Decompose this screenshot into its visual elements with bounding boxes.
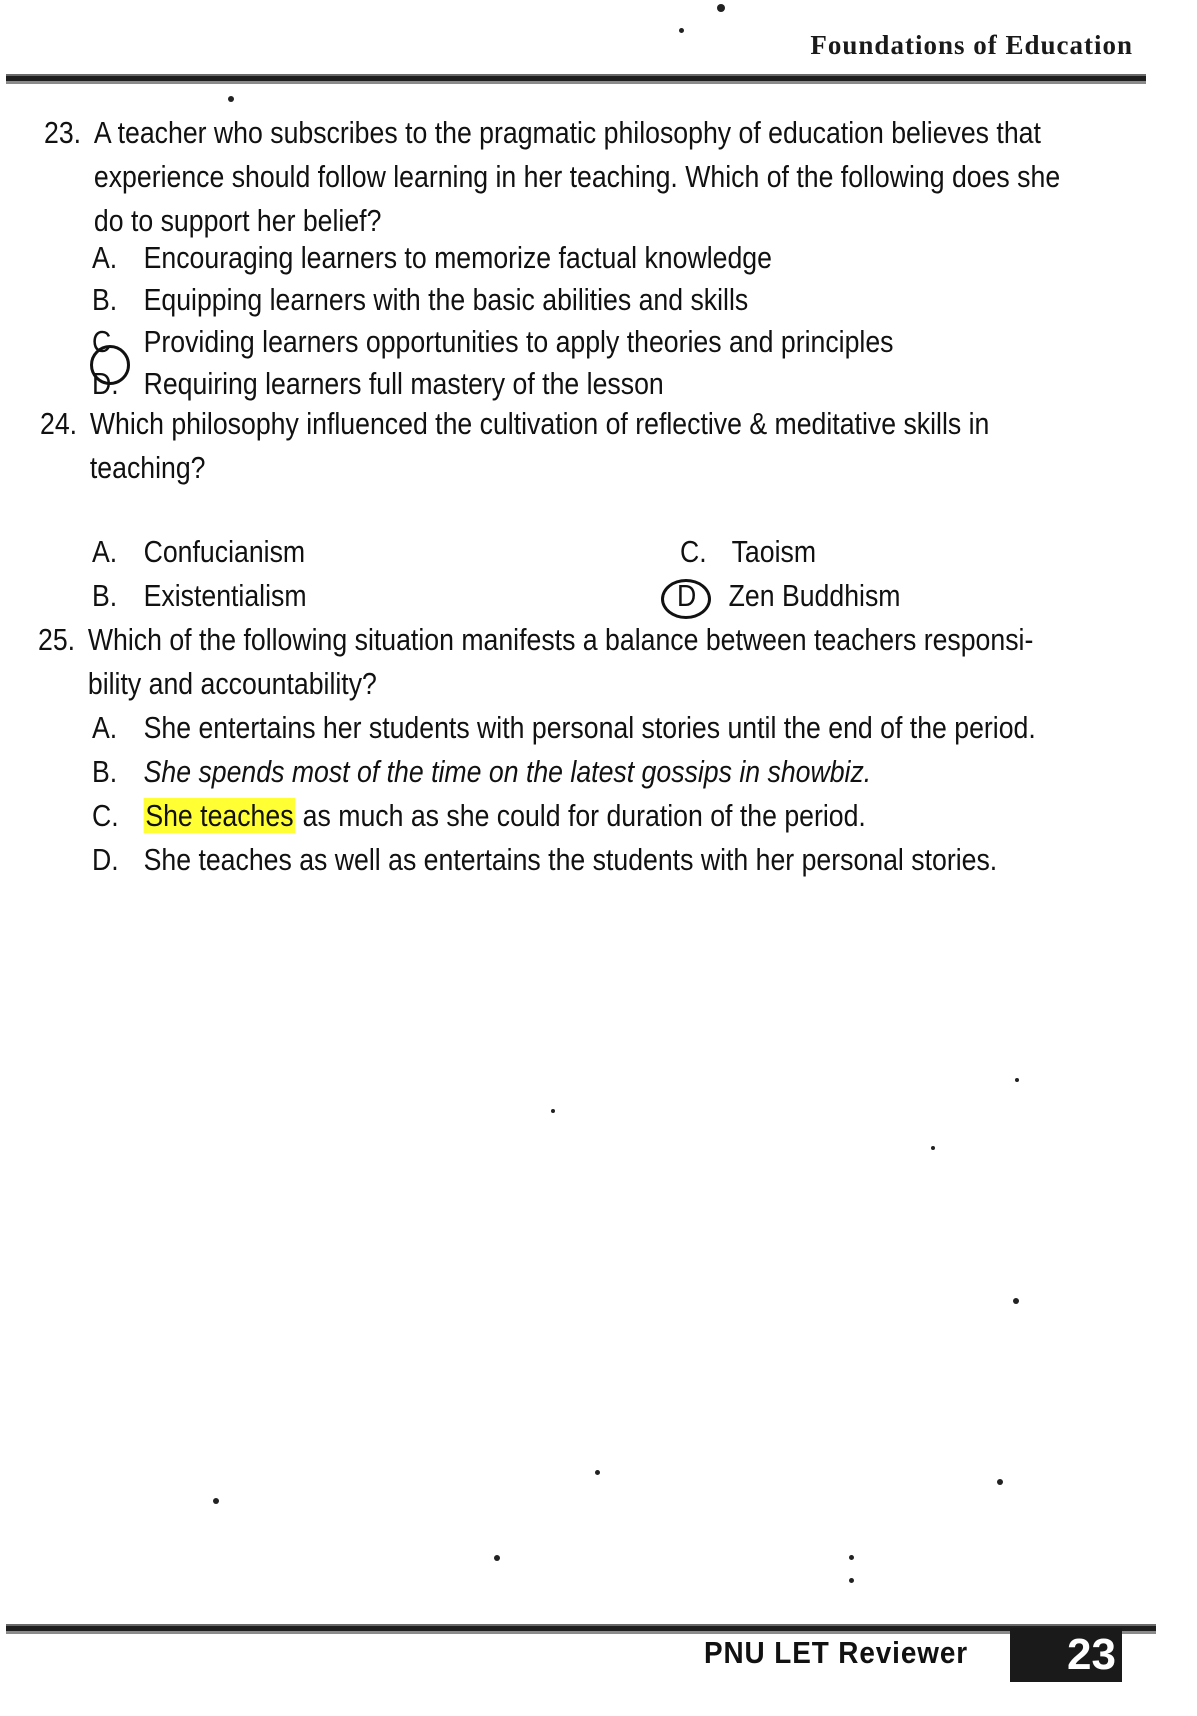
- page-number: 23: [1067, 1630, 1116, 1679]
- option-25-d: [92, 838, 997, 882]
- scan-speck: [595, 1470, 600, 1475]
- option-text: Requiring learners full mastery of the lesson: [143, 366, 664, 401]
- footer-rule: [6, 1626, 1156, 1631]
- question-stem: [90, 402, 989, 490]
- option-letter: D.: [92, 366, 119, 401]
- option-text: Equipping learners with the basic abilities and skills: [143, 282, 749, 317]
- option-letter: C: [92, 324, 112, 359]
- question-number: 23.: [44, 115, 82, 150]
- option-letter: A.: [92, 710, 118, 745]
- option-text: She spends most of the time on the latest gossips in showbiz.: [143, 754, 872, 789]
- option-23-b: [92, 278, 748, 322]
- question-stem: [94, 111, 1060, 243]
- scan-speck: [931, 1146, 935, 1150]
- stem-line: do to support her belief?: [93, 203, 382, 238]
- option-text: She entertains her students with personal stories until the end of the period.: [143, 710, 1036, 745]
- option-letter: D: [677, 578, 697, 613]
- option-letter: C.: [92, 798, 119, 833]
- option-text: Encouraging learners to memorize factual knowledge: [143, 240, 772, 275]
- option-text: Confucianism: [143, 534, 306, 569]
- question-number: 24.: [40, 406, 78, 441]
- option-text: Taoism: [731, 534, 817, 569]
- scan-speck: [551, 1109, 555, 1113]
- question-number: 25.: [38, 622, 76, 657]
- option-letter: A.: [92, 534, 118, 569]
- option-25-c: [92, 794, 866, 838]
- scan-speck: [1013, 1298, 1019, 1304]
- scan-speck: [717, 4, 725, 12]
- stem-line: bility and accountability?: [87, 666, 377, 701]
- scan-speck: [849, 1555, 854, 1560]
- scan-speck: [849, 1578, 854, 1583]
- option-23-c: [92, 320, 893, 364]
- option-letter: B.: [92, 578, 118, 613]
- scan-speck: [494, 1555, 500, 1561]
- running-header-title: Foundations of Education: [810, 30, 1133, 60]
- option-letter: C.: [680, 534, 707, 569]
- option-23-d: [92, 362, 664, 406]
- stem-line: teaching?: [89, 450, 206, 485]
- scan-speck: [679, 28, 684, 33]
- stem-line: experience should follow learning in her teaching. Which of the following does she: [93, 159, 1061, 194]
- highlighted-text: She teaches: [145, 798, 294, 833]
- option-letter: B.: [92, 282, 118, 317]
- scan-speck: [1015, 1078, 1019, 1082]
- option-24-b: [92, 574, 307, 618]
- stem-line: A teacher who subscribes to the pragmatic philosophy of education believes that: [93, 115, 1041, 150]
- option-text: Zen Buddhism: [728, 578, 901, 613]
- option-letter: D.: [92, 842, 119, 877]
- scan-speck: [228, 96, 234, 102]
- header-rule: [6, 76, 1146, 81]
- scan-speck: [997, 1479, 1003, 1485]
- option-text: as much as she could for duration of the period.: [302, 798, 866, 833]
- option-letter: B.: [92, 754, 118, 789]
- option-25-b: [92, 750, 871, 794]
- stem-line: Which philosophy influenced the cultivation of reflective & meditative skills in: [89, 406, 990, 441]
- scan-speck: [213, 1498, 219, 1504]
- option-text: She teaches as well as entertains the students with her personal stories.: [143, 842, 998, 877]
- option-text: Providing learners opportunities to apply theories and principles: [143, 324, 894, 359]
- option-24-d: [677, 574, 901, 618]
- option-letter: A.: [92, 240, 118, 275]
- stem-line: Which of the following situation manifests a balance between teachers responsi-: [87, 622, 1034, 657]
- option-23-a: [92, 236, 772, 280]
- option-text: Existentialism: [143, 578, 307, 613]
- question-stem: [88, 618, 1033, 706]
- footer-book-title: PNU LET Reviewer: [704, 1635, 969, 1670]
- option-25-a: [92, 706, 1036, 750]
- option-24-a: [92, 530, 305, 574]
- option-24-c: [680, 530, 816, 574]
- page-number-box: [1010, 1628, 1122, 1682]
